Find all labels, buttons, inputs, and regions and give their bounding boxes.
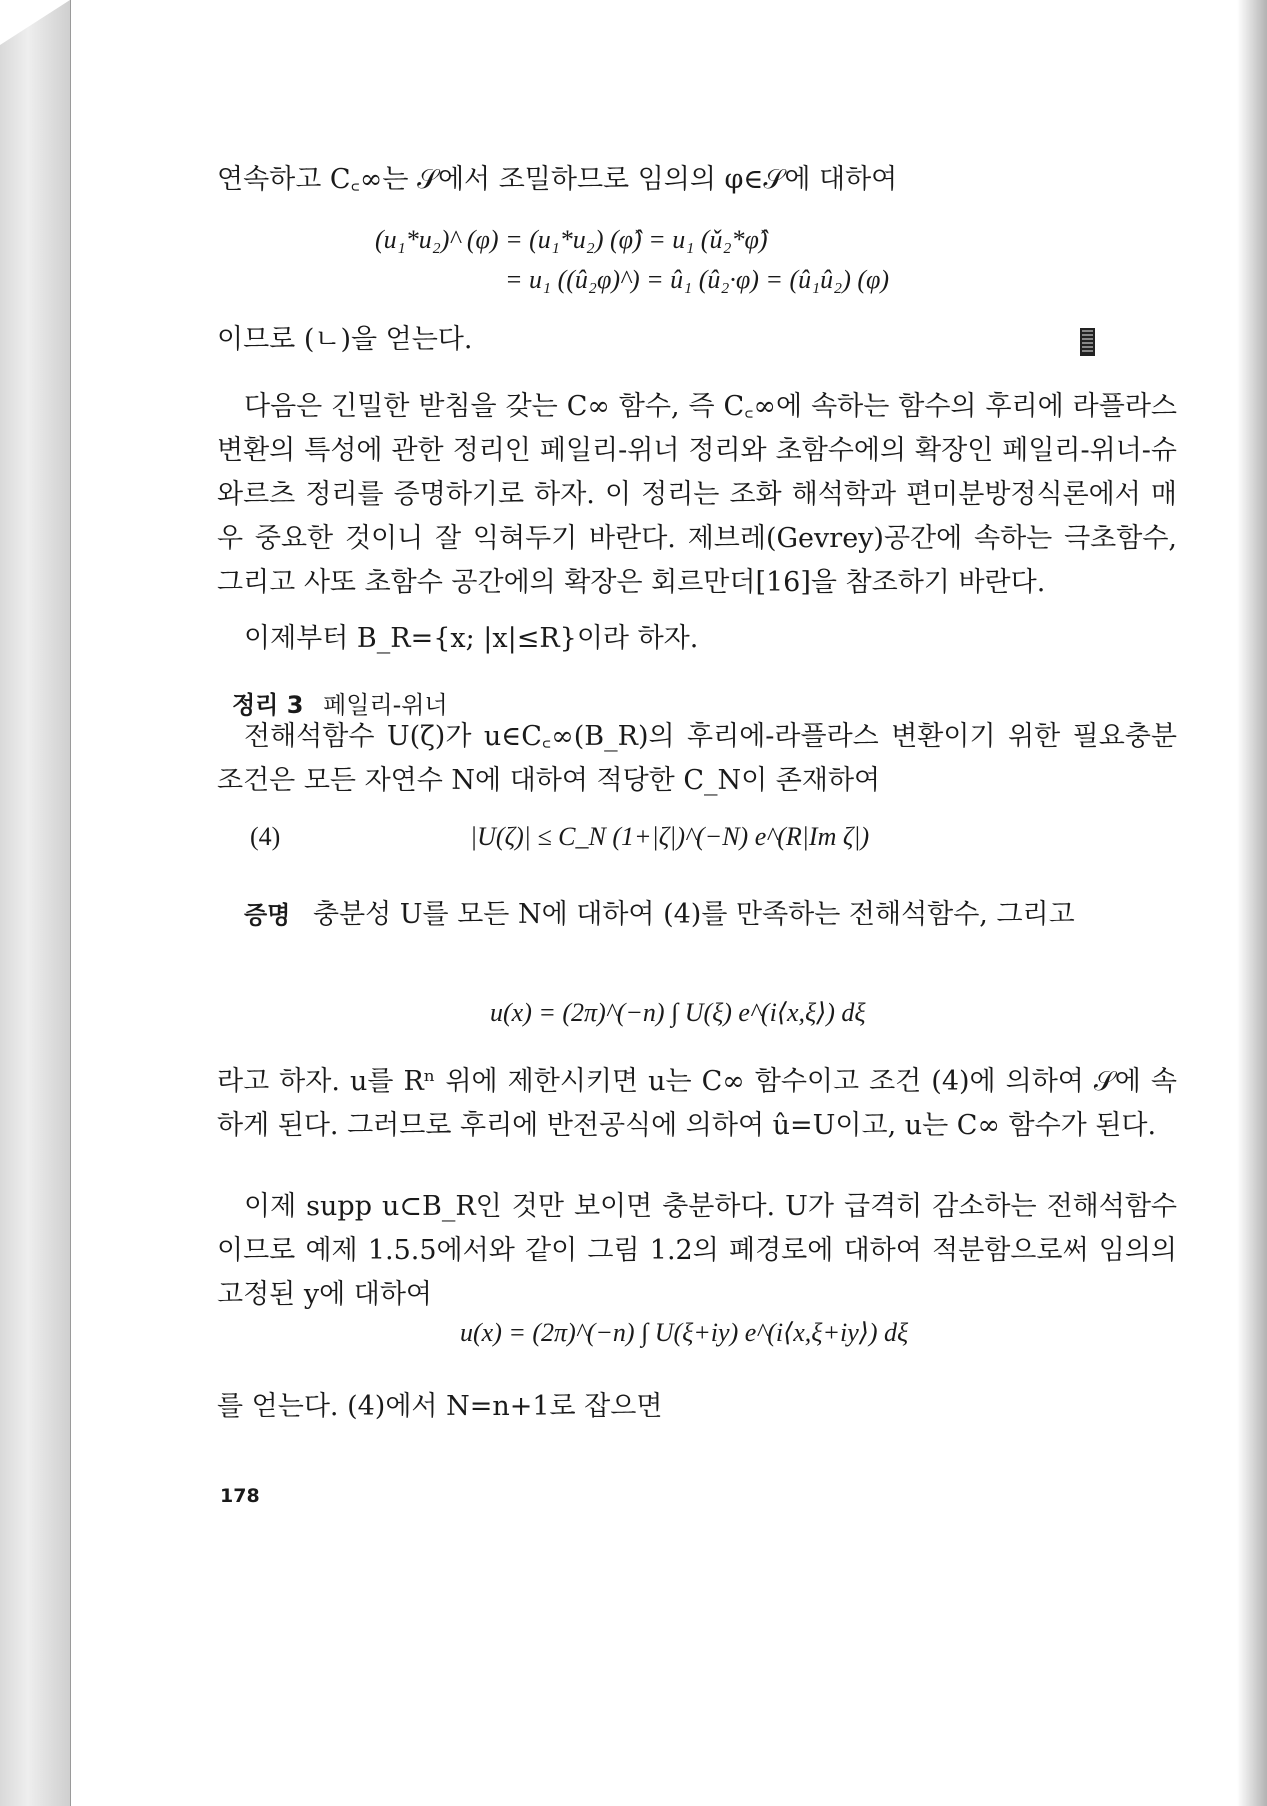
equation-line-1: (u₁*u₂)^ (φ) = (u₁*u₂) (φ̂) = u₁ (ǔ₂*φ̂)	[375, 225, 768, 254]
equation-5: u(x) = (2π)^(−n) ∫ U(ξ) e^(i⟨x,ξ⟩) dξ	[490, 998, 866, 1027]
paragraph-definition: 이제부터 B_R={x; |x|≤R}이라 하자.	[244, 623, 699, 654]
text-line-last: 를 얻는다. (4)에서 N=n+1로 잡으면	[217, 1391, 663, 1422]
theorem-name: 페일리-위너	[323, 691, 448, 719]
proof-paragraph	[217, 893, 1177, 937]
equation-number-4: (4)	[250, 822, 281, 851]
proof-label: 증명	[244, 901, 291, 929]
proof-text: 충분성 U를 모든 N에 대하여 (4)를 만족하는 전해석함수, 그리고	[312, 899, 1075, 930]
page-number: 178	[220, 1485, 260, 1507]
theorem-statement: 전해석함수 U(ζ)가 u∈C꜀∞(B_R)의 후리에-라플라스 변환이기 위한 필요충분조건은 모든 자연수 N에 대하여 적당한 C_N이 존재하여	[217, 721, 1177, 796]
book-page	[70, 0, 1237, 1806]
equation-4: |U(ζ)| ≤ C_N (1+|ζ|)^(−N) e^(R|Im ζ|)	[470, 822, 870, 851]
spine-corner	[0, 0, 70, 45]
theorem-label: 정리 3	[232, 691, 304, 719]
text-line-1: 연속하고 C꜀∞는 𝒮에서 조밀하므로 임의의 φ∈𝒮에 대하여	[217, 164, 898, 195]
equation-6: u(x) = (2π)^(−n) ∫ U(ξ+iy) e^(i⟨x,ξ+iy⟩) dξ	[460, 1318, 909, 1347]
equation-line-2: = u₁ ((û₂φ)^) = û₁ (û₂·φ) = (û₁û₂) (φ)	[505, 265, 890, 294]
page-shadow	[1237, 0, 1267, 1806]
book-spine	[0, 0, 70, 1806]
paragraph-support: 이제 supp u⊂B_R인 것만 보이면 충분하다. U가 급격히 감소하는 전해석함수이므로 예제 1.5.5에서와 같이 그림 1.2의 폐경로에 대하여 적분함으로써 임의의 고정된 y에 대하여	[217, 1191, 1177, 1310]
qed-mark	[1080, 328, 1095, 356]
text-line-2: 이므로 (ㄴ)을 얻는다.	[217, 324, 473, 355]
paragraph-intro: 다음은 긴밀한 받침을 갖는 C∞ 함수, 즉 C꜀∞에 속하는 함수의 후리에 라플라스 변환의 특성에 관한 정리인 페일리-위너 정리와 초함수에의 확장인 페일리-위너-슈와르츠 정리를 증명하기로 하자. 이 정리는 조화 해석학과 편미분방정식론에서 매우 중요한 것이니 잘 익혀두기 바란다. 제브레(Gevrey)공간에 속하는 극초함수, 그리고 사또 초함수 공간에의 확장은 회르만더[16]을 참조하기 바란다.	[217, 391, 1177, 598]
paragraph-after-eq5: 라고 하자. u를 Rⁿ 위에 제한시키면 u는 C∞ 함수이고 조건 (4)에 의하여 𝒮에 속하게 된다. 그러므로 후리에 반전공식에 의하여 û=U이고, u는 C∞ 함수가 된다.	[217, 1066, 1177, 1141]
